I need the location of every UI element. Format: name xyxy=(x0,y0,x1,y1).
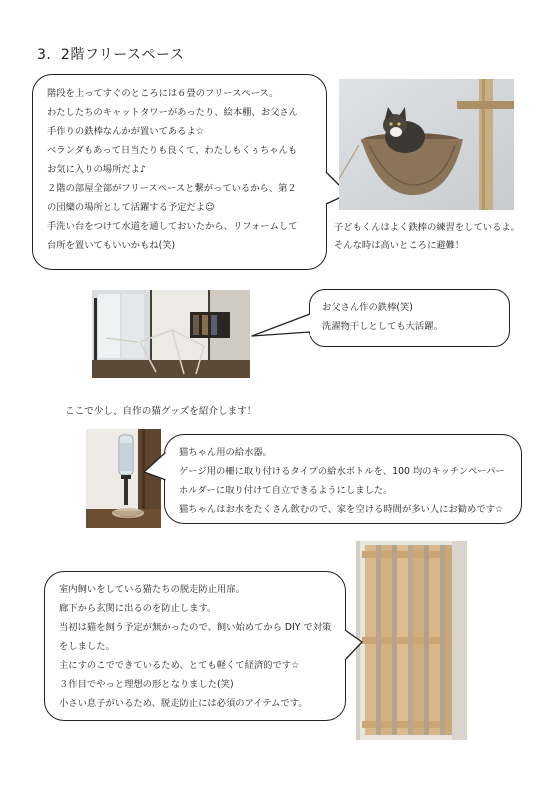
speech-bubble-free-space xyxy=(32,74,327,270)
bubble-tail xyxy=(142,450,168,484)
bubble-line: 手洗い台をつけて水道を通しておいたから、リフォームして xyxy=(47,221,298,232)
bubble-line: 手作りの鉄棒なんかが置いてあるよ☆ xyxy=(47,126,205,137)
bubble-line: 猫ちゃんはお水をたくさん飲むので、家を空ける時間が多い人にお勧めです☆ xyxy=(179,504,504,515)
bubble-tail xyxy=(250,310,312,340)
bubble-line: ホルダーに取り付けて自立できるようにしました。 xyxy=(179,485,393,496)
bubble-line: ３作目でやっと理想の形となりました(笑) xyxy=(59,679,234,690)
bubble-line: ２階の部屋全部がフリースペースと繋がっているから、第２ xyxy=(47,183,297,194)
bubble-line: ゲージ用の柵に取り付けるタイプの給水ボトルを、100 均のキッチンペーパー xyxy=(179,466,505,477)
bubble-line: 小さい息子がいるため、脱走防止には必須のアイテムです。 xyxy=(59,698,308,709)
caption-line: 子どもくんはよく鉄棒の練習をしているよ。 xyxy=(334,222,520,233)
bubble-line: 室内飼いをしている猫たちの脱走防止用扉。 xyxy=(59,584,245,595)
bubble-line: お気に入りの場所だよ♪ xyxy=(47,164,146,175)
photo-caption xyxy=(334,219,520,255)
bubble-line: お父さん作の鉄棒(笑) xyxy=(322,302,413,313)
bubble-line: 猫ちゃん用の給水器。 xyxy=(179,447,272,458)
speech-bubble-water-dispenser xyxy=(164,434,522,524)
iron-bar-room-photo xyxy=(92,290,250,378)
speech-bubble-slat-door xyxy=(44,571,346,721)
bubble-line: の団欒の場所として活躍する予定だよ☺ xyxy=(47,202,215,213)
bubble-line: ベランダもあって日当たりも良くて、わたしもくぅちゃんも xyxy=(47,145,298,156)
bubble-line: 当初は猫を飼う予定が無かったので、飼い始めてから DIY で対策 xyxy=(59,622,332,633)
bubble-line: 廊下から玄関に出るのを防止します。 xyxy=(59,603,217,614)
bubble-line: をしました。 xyxy=(59,641,115,652)
caption-line: そんな時は高いところに避難！ xyxy=(334,240,465,251)
bubble-line: 主にすのこでできているため、とても軽くて経済的です☆ xyxy=(59,660,300,671)
bubble-line: わたしたちのキャットタワーがあったり、絵本棚、お父さん xyxy=(47,107,298,118)
bubble-tail xyxy=(340,628,364,664)
bubble-line: 洗濯物干しとしても大活躍。 xyxy=(322,321,443,332)
bubble-line: 階段を上ってすぐのところには６畳のフリースペース。 xyxy=(47,88,279,99)
bubble-line: 台所を置いてもいいかもね(笑) xyxy=(47,240,176,251)
cat-hammock-photo xyxy=(339,79,514,210)
intro-cat-goods: ここで少し、自作の猫グッズを紹介します！ xyxy=(65,406,257,417)
slat-door-photo xyxy=(356,541,467,740)
speech-bubble-iron-bar xyxy=(309,289,510,347)
section-title: 3．2階フリースペース xyxy=(37,47,185,63)
